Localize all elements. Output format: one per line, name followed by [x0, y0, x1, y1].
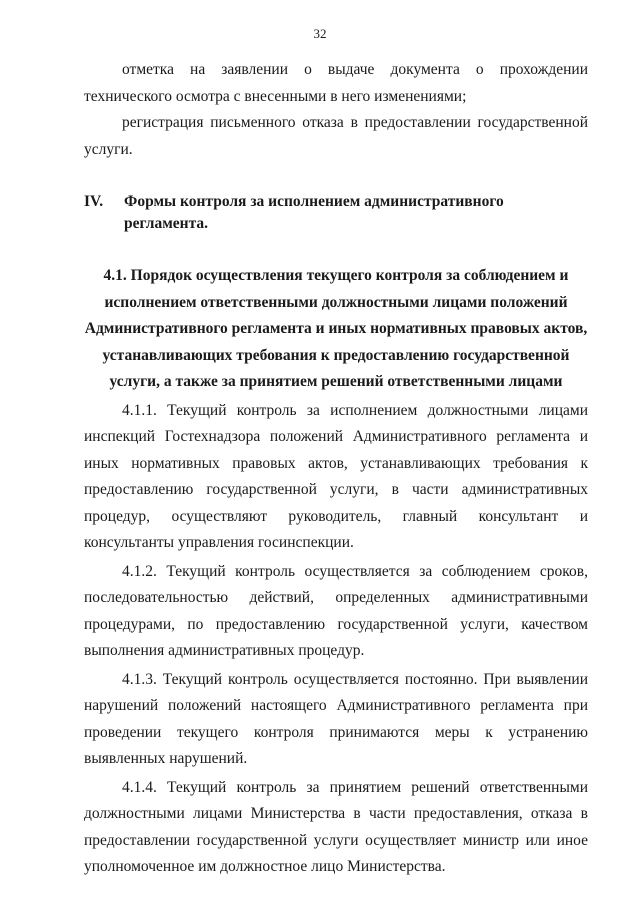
page-number: 32: [313, 26, 327, 41]
clause-paragraph: 4.1.3. Текущий контроль осуществляется постоянно. При выявлении нарушений положений настоящего Административного регламента при проведении текущего контроля принимаются меры к устранению выявленных нарушений.: [84, 670, 588, 767]
document-body: [84, 57, 588, 881]
clause-paragraph: 4.1.1. Текущий контроль за исполнением должностными лицами инспекций Гостехнадзора положений Административного регламента и иных нормативных правовых актов, устанавливающих требования к предоставлению государственной услуги, в части административных процедур, осуществляют руководитель, главный консультант и консультанты управления госинспекции.: [84, 401, 588, 551]
subsection-heading: 4.1. Порядок осуществления текущего контроля за соблюдением и исполнением ответственными должностными лицами положений Административного регламента и иных нормативных правовых актов, устанавливающих требования к предоставлению государственной услуги, а также за принятием решений ответственными лицами: [84, 267, 588, 390]
clause-paragraph: 4.1.2. Текущий контроль осуществляется за соблюдением сроков, последовательностью действий, определенных административными процедурами, по предоставлению государственной услуги, качеством выполнения административных процедур.: [84, 562, 588, 659]
section-title: Формы контроля за исполнением административного регламента.: [124, 193, 504, 232]
clause-paragraph: 4.1.4. Текущий контроль за принятием решений ответственными должностными лицами Министерства в части предоставления, отказа в предоставлении государственной услуги осуществляет министр или иное уполномоченное им должностное лицо Министерства.: [84, 778, 588, 875]
section-heading: [84, 191, 588, 235]
intro-paragraph: регистрация письменного отказа в предоставлении государственной услуги.: [84, 114, 588, 158]
section-number: IV.: [84, 193, 104, 210]
intro-paragraph: отметка на заявлении о выдаче документа о прохождении технического осмотра с внесенными в него изменениями;: [84, 61, 588, 105]
